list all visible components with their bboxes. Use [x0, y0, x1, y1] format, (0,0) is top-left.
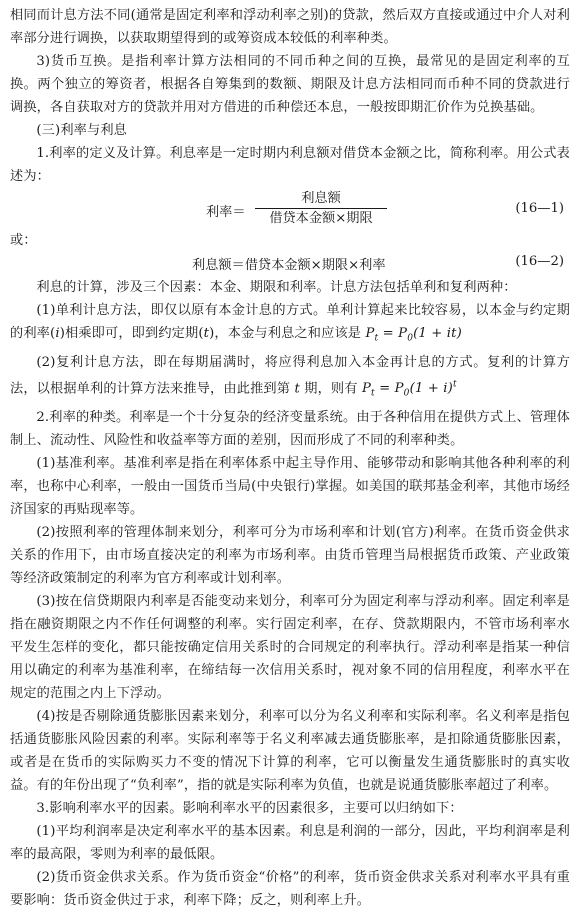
paragraph-rate-types: 2.利率的种类。利率是一个十分复杂的经济变量系统。由于各种信用在提供方式上、管理体制上、流动性、风险性和收益率等方面的差别，因而形成了不同的利率种类。: [10, 409, 570, 448]
paragraph-currency-swap: 3)货币互换。是指利率计算方法相同的不同币种之间的互换，最常见的是固定利率的互换。两个独立的筹资者，根据各自筹集到的数额、期限及计息方法相同而币种不同的贷款进行调换，各自获取对方的贷款并用对方借进的币种偿还本息，一般按即期汇价作为兑换基础。: [10, 54, 570, 115]
paragraph-interest-swap-cont: 相同而计息方法不同(通常是固定利率和浮动利率之别)的贷款，然后双方直接或通过中介人对利率部分进行调换，以获取期望得到的或筹资成本较低的利率种类。: [10, 8, 570, 46]
math-symbol-i: i: [55, 326, 60, 341]
text-segment: (1)单利计息方法，即仅以原有本金计息的方式。单利计算起来比较容易，以本金与约定期的利率(: [10, 303, 570, 341]
formula-lhs: 利率＝: [206, 205, 246, 220]
text-segment: )相乘即可，即到约定期(: [59, 326, 204, 341]
formula-simple-interest: $P_t = P_0(1 + it)$: [365, 326, 462, 344]
paragraph-simple-interest: [10, 299, 570, 351]
paragraph-or: 或：: [10, 233, 37, 248]
formula-numerator: 利息额: [255, 190, 387, 209]
formula-number: (16—1): [515, 201, 564, 216]
paragraph-supply-demand: (2)货币资金供求关系。作为货币资金“价格”的利率，货币资金供求关系对利率水平具有重要影响：货币资金供过于求，利率下降；反之，则利率上升。: [10, 869, 570, 908]
paragraph-interest-factors: 利息的计算，涉及三个因素：本金、期限和利率。计息方法包括单利和复利两种：: [36, 280, 517, 295]
section-heading-interest: (三)利率与利息: [36, 123, 128, 138]
paragraph-nominal-real: (4)按是否剔除通货膨胀因素来划分，利率可以分为名义利率和实际利率。名义利率是指包括通货膨胀风险因素的利率。实际利率等于名义利率减去通货膨胀率，是扣除通货膨胀因素，或者是在货币的实际购买力不变的情况下计算的利率，它可以衡量发生通货膨胀时的真实收益。有的年份出现了“负利率”，指的就是实际利率为负值，也就是说通货膨胀率超过了利率。: [10, 708, 570, 793]
formula-body: 利息额＝借贷本金额×期限×利率: [192, 258, 386, 273]
paragraph-rate-definition: 1.利率的定义及计算。利息率是一定时期内利息额对借贷本金额之比，简称利率。用公式表述为：: [10, 146, 570, 184]
paragraph-market-rate: (2)按照利率的管理体制来划分，利率可分为市场利率和计划(官方)利率。在货币资金供求关系的作用下，由市场直接决定的利率为市场利率。由货币管理当局根据货币政策、产业政策等经济政策制定的利率为官方利率或计划利率。: [10, 524, 570, 586]
text-segment: )，本金与利息之和应该是: [209, 326, 362, 341]
formula-16-2: [10, 252, 570, 276]
formula-16-1: [10, 190, 570, 230]
math-symbol-t: t: [294, 381, 300, 397]
paragraph-compound-interest: [10, 351, 570, 406]
paragraph-fixed-floating: (3)按在信贷期限内利率是否能变动来划分，利率可分为固定利率与浮动利率。固定利率是指在融资期限之内不作任何调整的利率。实行固定利率，在存、贷款期限内，不管市场利率水平发生怎样的变化，都只能按确定信用关系时的合同规定的利率执行。浮动利率是指某一种信用以确定的利率为基准利率，在缔结每一次信用关系时，视对象不同的信用程度，利率水平在规定的范围之内上下浮动。: [10, 593, 570, 701]
text-segment: 期，则有: [304, 381, 358, 397]
paragraph-base-rate: (1)基准利率。基准利率是指在利率体系中起主导作用、能够带动和影响其他各种利率的利率，也称中心利率，一般由一国货币当局(中央银行)掌握。如美国的联邦基金利率，其他市场经济国家的再贴现率等。: [10, 455, 570, 517]
formula-compound-interest: $P_t = P_0(1 + i)^t$: [361, 379, 457, 399]
paragraph-average-profit: (1)平均利润率是决定利率水平的基本因素。利息是利润的一部分，因此，平均利润率是利率的最高限，零则为利率的最低限。: [10, 823, 570, 862]
formula-fraction: [255, 190, 387, 228]
math-symbol-t: t: [203, 326, 210, 341]
formula-denominator: 借贷本金额×期限: [269, 211, 373, 226]
text-segment: (2)复利计息方法，即在每期届满时，将应得利息加入本金再计息的方式。复利的计算方法，以根据单利的计算方法来推导，由此推到第: [10, 354, 570, 397]
paragraph-influencing-factors: 3.影响利率水平的因素。影响利率水平的因素很多，主要可以归纳如下：: [36, 800, 463, 816]
formula-number: (16—2): [515, 254, 564, 269]
